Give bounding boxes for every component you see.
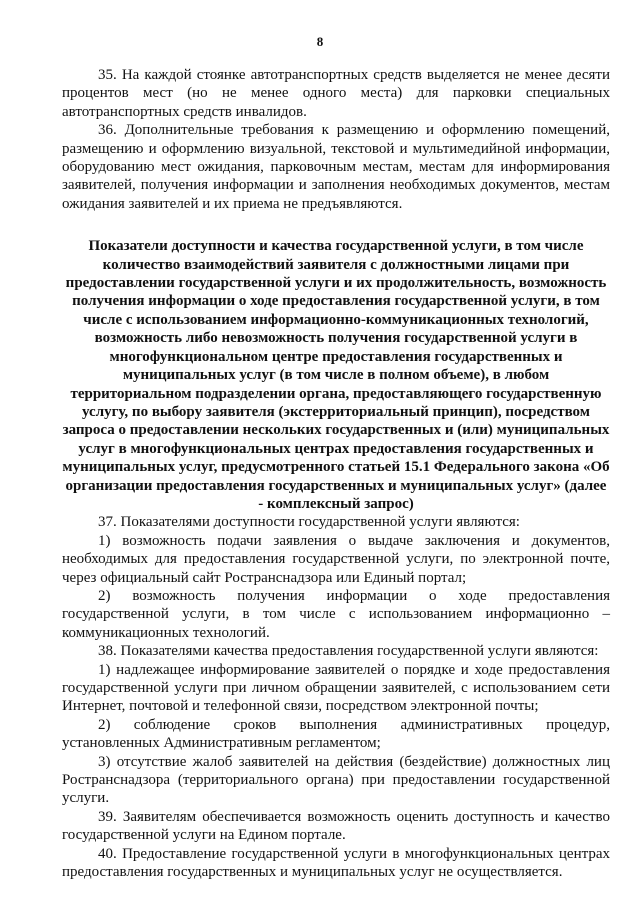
- section-heading: Показатели доступности и качества государственной услуги, в том числе количество взаимодействий заявителя с должностными лицами при предоставлении государственной услуги и их продолжительность, возможность получения информации о ходе предоставления государственной услуги, в том числе с использованием информационно-коммуникационных технологий, возможность либо невозможность получения государственной услуги в многофункциональном центре предоставления государственных и муниципальных услуг (в том числе в полном объеме), в любом территориальном подразделении органа, предоставляющего государственную услугу, по выбору заявителя (экстерриториальный принцип), посредством запроса о предоставлении нескольких государственных и (или) муниципальных услуг в многофункциональных центрах предоставления государственных и муниципальных услуг, предусмотренного статьей 15.1 Федерального закона «Об организации предоставления государственных и муниципальных услуг» (далее - комплексный запрос): [62, 238, 610, 512]
- paragraph-36: 36. Дополнительные требования к размещению и оформлению помещений, размещению и оформлению визуальной, текстовой и мультимедийной информации, оборудованию мест ожидания, парковочным местам, местам для информирования заявителей, получения информации и заполнения необходимых документов, местам ожидания заявителей и их приема не предъявляются.: [62, 122, 610, 212]
- paragraph-35: 35. На каждой стоянке автотранспортных средств выделяется не менее десяти процентов мест (но не менее одного места) для парковки специальных автотранспортных средств инвалидов.: [62, 67, 610, 120]
- paragraph-37-item-1: 1) возможность подачи заявления о выдаче заключения и документов, необходимых для предоставления государственной услуги, по электронной почте, через официальный сайт Ространснадзора или Единый портал;: [62, 532, 610, 586]
- paragraph-39: 39. Заявителям обеспечивается возможность оценить доступность и качество государственной услуги на Едином портале.: [62, 808, 610, 844]
- paragraph-38-item-1: 1) надлежащее информирование заявителей о порядке и ходе предоставления государственной услуги при личном обращении заявителей, с использованием сети Интернет, почтовой и телефонной связи, посредством электронной почты;: [62, 661, 610, 715]
- paragraph-38-item-3: 3) отсутствие жалоб заявителей на действия (бездействие) должностных лиц Ространснадзора (территориального органа) при предоставлении государственной услуги.: [62, 753, 610, 807]
- page-content: [62, 66, 610, 881]
- paragraph-38: 38. Показателями качества предоставления государственной услуги являются:: [98, 643, 599, 660]
- paragraph-37-item-2: 2) возможность получения информации о ходе предоставления государственной услуги, в том числе с использованием информационно – коммуникационных технологий.: [62, 587, 610, 641]
- page-number: 8: [316, 34, 324, 49]
- paragraph-37: 37. Показателями доступности государственной услуги являются:: [98, 514, 520, 531]
- paragraph-38-item-2: 2) соблюдение сроков выполнения административных процедур, установленных Административным регламентом;: [62, 716, 610, 752]
- paragraph-40: 40. Предоставление государственной услуги в многофункциональных центрах предоставления государственных и муниципальных услуг не осуществляется.: [62, 845, 610, 881]
